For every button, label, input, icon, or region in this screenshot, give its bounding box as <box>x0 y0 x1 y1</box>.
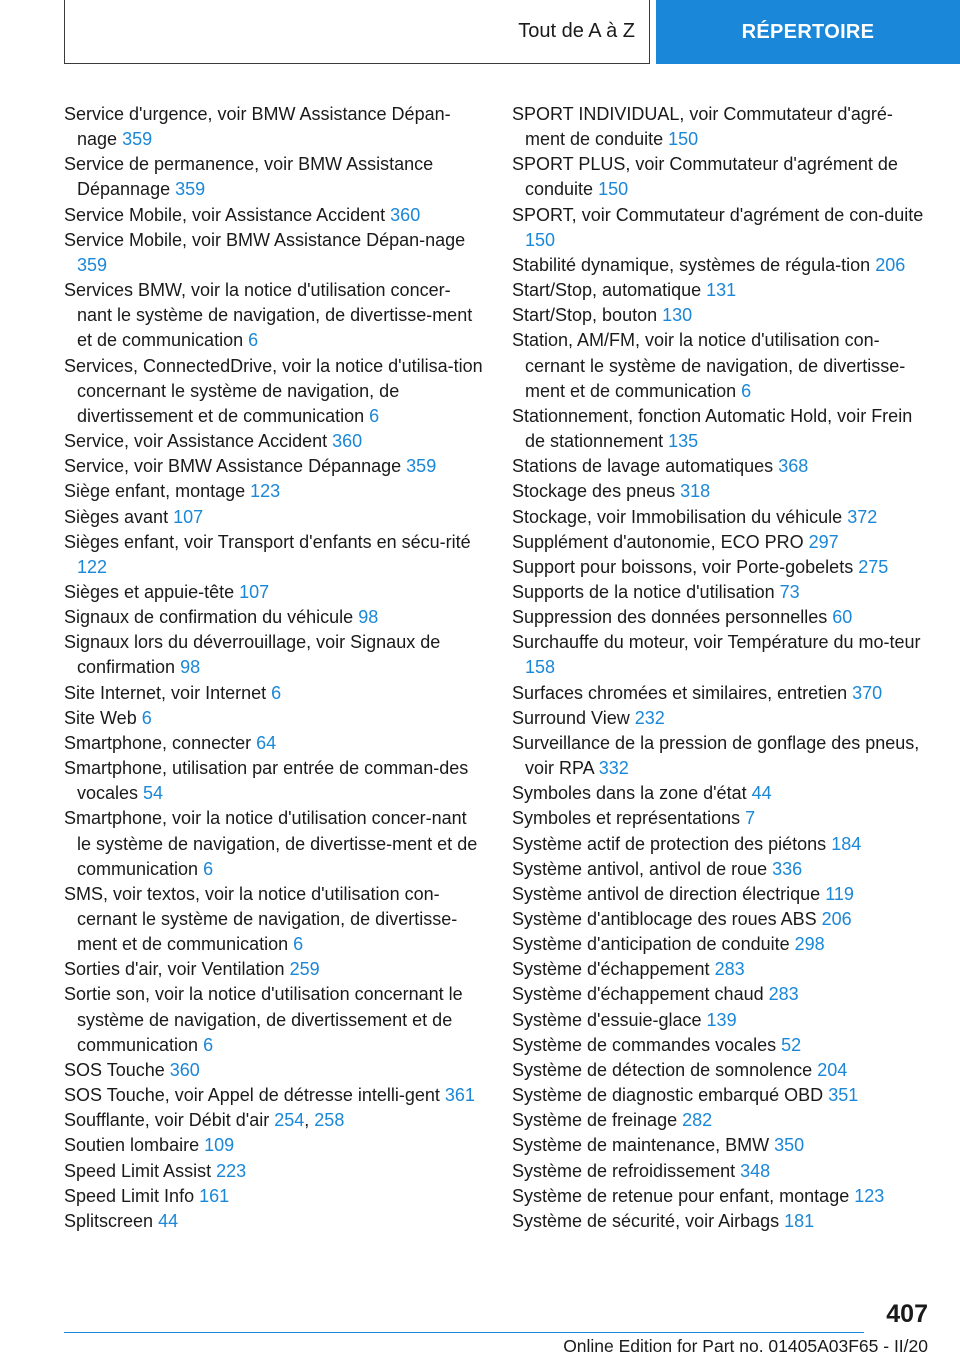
index-entry <box>512 253 932 278</box>
index-entry <box>64 1159 484 1184</box>
page-reference-link[interactable]: 359 <box>77 254 108 275</box>
index-entry <box>512 580 932 605</box>
page-reference-link[interactable]: 283 <box>768 984 799 1005</box>
page-reference-link[interactable]: 283 <box>714 959 745 980</box>
page-reference-link[interactable]: 361 <box>444 1085 475 1106</box>
index-entry <box>512 957 932 982</box>
index-entry-text: Signaux de confirmation du véhicule <box>64 607 354 628</box>
index-entry <box>512 102 932 152</box>
index-entry-text: Siège enfant, montage <box>64 481 246 502</box>
page-reference-link[interactable]: 332 <box>598 758 629 779</box>
index-entry <box>512 479 932 504</box>
index-entry-text: Système de freinage <box>512 1110 678 1131</box>
page-reference-link[interactable]: 52 <box>781 1034 802 1055</box>
page-reference-link[interactable]: 204 <box>817 1059 848 1080</box>
index-entry-text: Sièges et appuie-tête <box>64 581 235 602</box>
index-entry <box>512 1209 932 1234</box>
page-reference-link[interactable]: 150 <box>525 229 556 250</box>
page-reference-link[interactable]: 223 <box>216 1160 247 1181</box>
page-reference-link[interactable]: 150 <box>668 129 699 150</box>
page-reference-link[interactable]: 206 <box>875 254 906 275</box>
page-reference-link[interactable]: 44 <box>158 1210 179 1231</box>
index-entry-text: Service Mobile, voir Assistance Accident <box>64 204 386 225</box>
page-reference-link[interactable]: 7 <box>745 808 756 829</box>
index-entry-text: Système d'échappement chaud <box>512 984 764 1005</box>
page-reference-link[interactable]: 297 <box>808 531 839 552</box>
index-entry-text: Stationnement, fonction Automatic Hold, voir Frein de stationnement <box>512 405 913 452</box>
page-reference-link[interactable]: 150 <box>598 179 629 200</box>
index-entry-text: Système d'anticipation de conduite <box>512 934 790 955</box>
index-entry <box>512 1133 932 1158</box>
page-reference-link[interactable]: 6 <box>293 934 304 955</box>
index-entry <box>512 832 932 857</box>
page-reference-link[interactable]: 359 <box>122 129 153 150</box>
index-entry-text: Système d'essuie-glace <box>512 1009 702 1030</box>
index-entry-text: SOS Touche, voir Appel de détresse intelli-gent <box>64 1085 440 1106</box>
index-entry-text: Système de détection de somnolence <box>512 1059 813 1080</box>
index-entry <box>512 731 932 781</box>
index-entry-text: Splitscreen <box>64 1210 154 1231</box>
index-entry <box>64 152 484 202</box>
index-entry <box>512 303 932 328</box>
index-entry <box>512 505 932 530</box>
index-entry <box>512 152 932 202</box>
index-entry <box>512 203 932 253</box>
page-reference-link[interactable]: 360 <box>390 204 421 225</box>
page-reference-link[interactable]: 258 <box>314 1110 345 1131</box>
index-entry-text: Start/Stop, bouton <box>512 305 658 326</box>
index-entry-text: Système actif de protection des piétons <box>512 833 827 854</box>
page-reference-link[interactable]: 131 <box>706 280 737 301</box>
index-column-left <box>64 102 484 1234</box>
page-reference-link[interactable]: 6 <box>369 405 380 426</box>
index-entry-text: Site Internet, voir Internet <box>64 682 267 703</box>
index-entry <box>64 203 484 228</box>
index-entry-text: Smartphone, voir la notice d'utilisation concer-nant le système de navigation, de divertisse-ment et de communication <box>64 808 478 879</box>
page-reference-link[interactable]: 135 <box>668 431 699 452</box>
index-entry-text: Système antivol de direction électrique <box>512 883 821 904</box>
index-entry <box>64 681 484 706</box>
index-entry <box>512 781 932 806</box>
index-entry <box>512 1058 932 1083</box>
index-entry-text: Support pour boissons, voir Porte-gobelets <box>512 556 854 577</box>
index-entry-text: Sortie son, voir la notice d'utilisation concernant le système de navigation, de divertissement et de communication <box>64 984 463 1055</box>
index-entry <box>64 731 484 756</box>
index-entry-text: Surround View <box>512 707 630 728</box>
index-entry <box>512 1159 932 1184</box>
page-reference-link[interactable]: 259 <box>289 959 320 980</box>
index-entry <box>64 605 484 630</box>
page-reference-link[interactable]: 282 <box>682 1110 713 1131</box>
page-number: 407 <box>886 1300 928 1328</box>
page-reference-link[interactable]: 54 <box>143 783 164 804</box>
page-reference-link[interactable]: 107 <box>173 506 204 527</box>
index-entry-text: Stockage, voir Immobilisation du véhicule <box>512 506 843 527</box>
index-entry <box>512 1033 932 1058</box>
index-entry <box>512 555 932 580</box>
index-entry-text: Start/Stop, automatique <box>512 280 702 301</box>
index-entry <box>64 957 484 982</box>
index-entry-text: Système de maintenance, BMW <box>512 1135 770 1156</box>
page-reference-link[interactable]: 6 <box>248 330 259 351</box>
index-entry-text: Service d'urgence, voir BMW Assistance Dépan-nage <box>64 104 451 150</box>
index-entry-text: Sièges enfant, voir Transport d'enfants en sécu-rité <box>64 531 471 552</box>
index-entry-text: Sièges avant <box>64 506 169 527</box>
index-entry-text: Service de permanence, voir BMW Assistance Dépannage <box>64 154 434 200</box>
page-reference-link[interactable]: 372 <box>847 506 878 527</box>
index-entry-text: Services, ConnectedDrive, voir la notice d'utilisa-tion concernant le système de navigation, de divertissement et de communication <box>64 355 483 426</box>
index-entry <box>64 1209 484 1234</box>
page-reference-link[interactable]: 254 <box>274 1110 305 1131</box>
index-entry <box>64 278 484 353</box>
page-reference-link[interactable]: 98 <box>180 657 201 678</box>
index-entry <box>512 1008 932 1033</box>
page-reference-link[interactable]: 350 <box>774 1135 805 1156</box>
index-entry <box>64 1184 484 1209</box>
page-reference-link[interactable]: 119 <box>825 883 854 904</box>
tab-label: RÉPERTOIRE <box>741 20 875 43</box>
index-entry-text: Smartphone, connecter <box>64 732 252 753</box>
index-entry-text: SOS Touche <box>64 1059 165 1080</box>
page-reference-link[interactable]: 161 <box>199 1185 230 1206</box>
index-entry <box>64 530 484 580</box>
index-entry-text: Suppression des données personnelles <box>512 607 828 628</box>
index-entry <box>64 454 484 479</box>
page-reference-link[interactable]: 275 <box>858 556 889 577</box>
footer-divider <box>64 1332 864 1333</box>
footer-edition: Online Edition for Part no. 01405A03F65 - II/20 <box>563 1336 928 1356</box>
index-entry <box>64 354 484 429</box>
page-reference-link[interactable]: 130 <box>662 305 693 326</box>
index-entry <box>512 681 932 706</box>
page-reference-link[interactable]: 348 <box>740 1160 771 1181</box>
index-entry-text: Soutien lombaire <box>64 1135 200 1156</box>
index-entry <box>64 505 484 530</box>
index-entry <box>512 454 932 479</box>
index-entry-text: Stockage des pneus <box>512 481 676 502</box>
index-entry <box>512 404 932 454</box>
index-entry-text: SPORT PLUS, voir Commutateur d'agrément de conduite <box>512 154 898 200</box>
index-entry <box>64 756 484 806</box>
index-entry-text: Supports de la notice d'utilisation <box>512 581 775 602</box>
index-entry <box>64 102 484 152</box>
page-reference-link[interactable]: 298 <box>794 934 825 955</box>
page-reference-link[interactable]: 370 <box>852 682 883 703</box>
index-entry-text: SPORT INDIVIDUAL, voir Commutateur d'agré-ment de conduite <box>512 104 893 150</box>
page-reference-link[interactable]: 6 <box>271 682 282 703</box>
index-entry <box>512 630 932 680</box>
page-header <box>0 0 960 68</box>
index-entry-text: Système de commandes vocales <box>512 1034 777 1055</box>
page-reference-link[interactable]: 60 <box>832 607 853 628</box>
page-reference-link[interactable]: 6 <box>141 707 152 728</box>
page-reference-link[interactable]: 6 <box>203 1034 214 1055</box>
index-entry <box>512 907 932 932</box>
page-reference-link[interactable]: 368 <box>778 456 809 477</box>
index-entry <box>512 982 932 1007</box>
page-reference-link[interactable]: 44 <box>751 783 772 804</box>
index-entry <box>512 605 932 630</box>
index-entry <box>64 706 484 731</box>
page-reference-link[interactable]: 6 <box>741 380 752 401</box>
index-entry <box>64 806 484 881</box>
index-entry <box>64 1058 484 1083</box>
index-entry-text: Système de sécurité, voir Airbags <box>512 1210 780 1231</box>
page-reference-link[interactable]: 139 <box>706 1009 737 1030</box>
page-reference-link[interactable]: 64 <box>256 732 277 753</box>
index-entry-text: Signaux lors du déverrouillage, voir Signaux de confirmation <box>64 632 441 678</box>
index-entry <box>64 580 484 605</box>
tab-label: Tout de A à Z <box>518 20 635 42</box>
page-reference-link[interactable]: 158 <box>525 657 556 678</box>
index-entry-text: Système d'antiblocage des roues ABS <box>512 909 817 929</box>
index-entry: Soufflante, voir Débit d'air 254, 258 <box>64 1110 345 1131</box>
index-entry <box>64 479 484 504</box>
page-reference-link[interactable]: 122 <box>77 556 108 577</box>
index-entry-text: Speed Limit Info <box>64 1185 195 1206</box>
index-entry <box>512 530 932 555</box>
index-entry <box>512 806 932 831</box>
index-entry <box>64 228 484 278</box>
index-entry <box>512 278 932 303</box>
page-reference-link[interactable]: 206 <box>821 909 852 929</box>
page-reference-link[interactable]: 359 <box>175 179 206 200</box>
index-entry-text: Stabilité dynamique, systèmes de régula-tion <box>512 254 871 275</box>
page-reference-link[interactable]: 318 <box>680 481 711 502</box>
index-entry-text: Système de retenue pour enfant, montage <box>512 1185 850 1206</box>
page-reference-link[interactable]: 123 <box>854 1185 885 1206</box>
page-reference-link[interactable]: 351 <box>828 1085 859 1106</box>
index-entry-text: Surveillance de la pression de gonflage des pneus, voir RPA <box>512 732 920 779</box>
page-reference-link[interactable]: 336 <box>772 858 803 879</box>
index-entry-text: Service, voir BMW Assistance Dépannage <box>64 456 402 477</box>
tab-tout-de-a-a-z[interactable] <box>64 0 650 64</box>
index-entry-text: Stations de lavage automatiques <box>512 456 774 477</box>
page-reference-link[interactable]: 109 <box>204 1135 235 1156</box>
index-entry <box>512 882 932 907</box>
page-reference-link[interactable]: 232 <box>634 707 665 728</box>
index-entry-text: Services BMW, voir la notice d'utilisation concer-nant le système de navigation, de divertisse-ment et de communication <box>64 280 473 351</box>
index-entry <box>512 1083 932 1108</box>
index-entry <box>64 1083 484 1108</box>
index-entry-text: Symboles et représentations <box>512 808 741 829</box>
page-reference-link[interactable]: 181 <box>784 1210 815 1231</box>
page-reference-link[interactable]: 6 <box>203 858 214 879</box>
index-entry-text: SMS, voir textos, voir la notice d'utilisation con-cernant le système de navigation, de divertisse-ment et de communication <box>64 883 458 955</box>
index-entry <box>64 429 484 454</box>
page-reference-link[interactable]: 360 <box>169 1059 200 1080</box>
page-reference-link[interactable]: 107 <box>239 581 270 602</box>
index-entry-text: SPORT, voir Commutateur d'agrément de con-duite <box>512 204 924 225</box>
index-entry-text: Surchauffe du moteur, voir Température du mo-teur <box>512 632 921 653</box>
page-reference-link[interactable]: 184 <box>831 833 862 854</box>
page-reference-link[interactable]: 98 <box>358 607 379 628</box>
index-entry-text: Système de refroidissement <box>512 1160 736 1181</box>
index-entry <box>512 1184 932 1209</box>
page-reference-link[interactable]: 73 <box>779 581 800 602</box>
index-entry <box>512 1108 932 1133</box>
index-entry-text: Système antivol, antivol de roue <box>512 858 768 879</box>
index-entry <box>64 1133 484 1158</box>
index-entry <box>512 932 932 957</box>
index-entry <box>64 630 484 680</box>
index-column-right <box>512 102 932 1234</box>
index-entry <box>512 328 932 403</box>
index-entry-text: Supplément d'autonomie, ECO PRO <box>512 531 804 552</box>
index-entry-text: Système de diagnostic embarqué OBD <box>512 1085 824 1106</box>
index-entry-text: Station, AM/FM, voir la notice d'utilisation con-cernant le système de navigation, de divertisse-ment et de communication <box>512 330 906 401</box>
index-entry <box>64 982 484 1057</box>
index-entry-text: Surfaces chromées et similaires, entretien <box>512 682 848 703</box>
index-entry-text: Symboles dans la zone d'état <box>512 783 747 804</box>
index-entry <box>64 882 484 957</box>
page-reference-link[interactable]: 359 <box>406 456 437 477</box>
index-entry-text: Service, voir Assistance Accident <box>64 431 328 452</box>
index-entry <box>512 706 932 731</box>
page-reference-link[interactable]: 123 <box>250 481 281 502</box>
page-reference-link[interactable]: 360 <box>332 431 363 452</box>
index-entry-text: Service Mobile, voir BMW Assistance Dépan-nage <box>64 229 466 250</box>
index-entry-text: Système d'échappement <box>512 959 710 980</box>
index-entry <box>512 857 932 882</box>
index-entry-text: Smartphone, utilisation par entrée de comman-des vocales <box>64 758 469 804</box>
index-entry-text: Soufflante, voir Débit d'air <box>64 1110 270 1131</box>
index-entry-text: Sorties d'air, voir Ventilation <box>64 959 285 980</box>
index-entry-text: Speed Limit Assist <box>64 1160 212 1181</box>
index-entry-text: Site Web <box>64 707 137 728</box>
tab-repertoire[interactable] <box>656 0 960 64</box>
